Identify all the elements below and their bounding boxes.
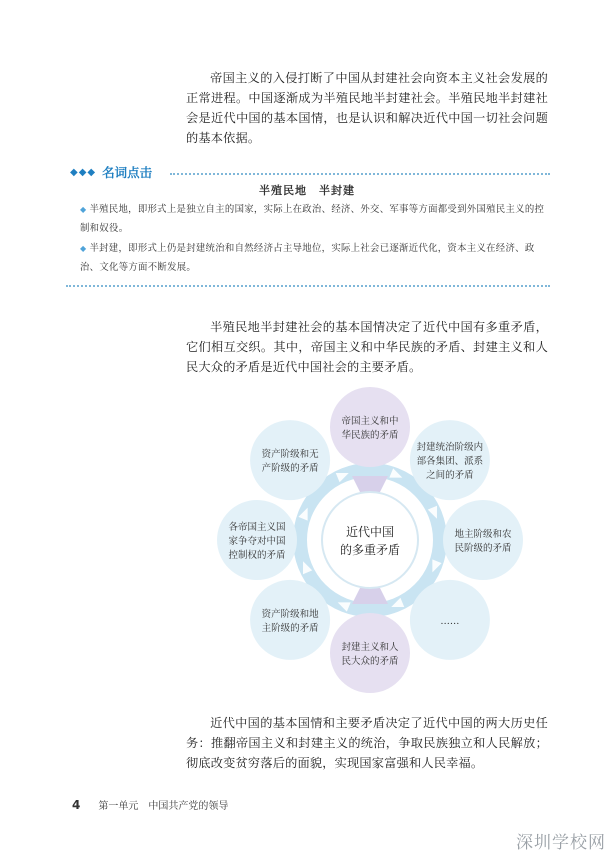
glossary-bottom-rule: [66, 285, 550, 287]
node-label: 民阶级的矛盾: [454, 543, 512, 554]
contradictions-paragraph: [186, 317, 548, 377]
definition-text: 半封建，即形式上仍是封建统治和自然经济占主导地位，实际上社会已逐渐近代化，资本主义在经济、政治、文化等方面不断发展。: [80, 243, 535, 273]
node-label: 家争夺对中国: [228, 536, 286, 547]
node-label: 之间的矛盾: [426, 470, 474, 482]
contradiction-node: [330, 613, 410, 693]
glossary-title: 半殖民地 半封建: [259, 184, 355, 197]
conclusion-text: 近代中国的基本国情和主要矛盾决定了近代中国的两大历史任务：推翻帝国主义和封建主义的统治，争取民族独立和人民解放；彻底改变贫穷落后的面貌，实现国家富强和人民幸福。: [186, 716, 548, 770]
connector-arrow: [352, 588, 388, 604]
node-label: 地主阶级和农: [454, 529, 512, 540]
contradictions-text: 半殖民地半封建社会的基本国情决定了近代中国有多重矛盾，它们相互交织。其中，帝国主义和中华民族的矛盾、封建主义和人民大众的矛盾是近代中国社会的主要矛盾。: [186, 320, 548, 374]
node-label: 帝国主义和中: [341, 416, 399, 427]
unit-title: 第一单元 中国共产党的领导: [98, 801, 229, 812]
node-label: 资产阶级和地: [261, 608, 319, 620]
node-label: 产阶级的矛盾: [261, 463, 319, 475]
center-label: 近代中国: [345, 525, 395, 539]
node-label: ……: [440, 615, 460, 627]
contradiction-node: [330, 387, 410, 467]
intro-text: 帝国主义的入侵打断了中国从封建社会向资本主义社会发展的正常进程。中国逐渐成为半殖民地半封建社会。半殖民地半封建社会是近代中国的基本国情，也是认识和解决近代中国一切社会问题的基本依据。: [186, 71, 548, 145]
node-label: 控制权的矛盾: [228, 550, 286, 561]
page-footer: [72, 797, 228, 812]
intro-paragraph: [186, 68, 548, 148]
center-circle: [322, 492, 418, 588]
node-label: 资产阶级和无: [261, 449, 319, 461]
node-label: 部各集团、派系: [416, 456, 484, 468]
glossary-top-rule: [170, 173, 550, 175]
site-watermark: 深圳学校网: [516, 833, 606, 853]
connector-arrow: [352, 476, 388, 492]
node-label: 各帝国主义国: [228, 522, 286, 533]
contradictions-diagram: [188, 380, 548, 700]
node-label: 华民族的矛盾: [341, 430, 399, 441]
diamond-bullets-icon: ◆◆◆: [70, 166, 97, 178]
glossary-header-label: 名词点击: [102, 165, 153, 180]
node-label: 主阶级的矛盾: [261, 622, 319, 634]
glossary-header: [70, 163, 152, 181]
conclusion-paragraph: [186, 713, 548, 773]
node-label: 民大众的矛盾: [341, 656, 399, 667]
contradiction-node: [443, 500, 523, 580]
definition-semi-colonial: [80, 200, 550, 238]
node-label: 封建主义和人: [341, 642, 399, 653]
definition-text: 半殖民地，即形式上是独立自主的国家，实际上在政治、经济、外交、军事等方面都受到外国殖民主义的控制和奴役。: [80, 204, 545, 234]
node-label: 封建统治阶级内: [416, 442, 484, 454]
definition-semi-feudal: [80, 239, 550, 277]
page-number: 4: [72, 797, 81, 812]
center-label: 的多重矛盾: [339, 543, 401, 557]
diamond-icon: ◆: [80, 244, 87, 253]
diamond-icon: ◆: [80, 205, 87, 214]
